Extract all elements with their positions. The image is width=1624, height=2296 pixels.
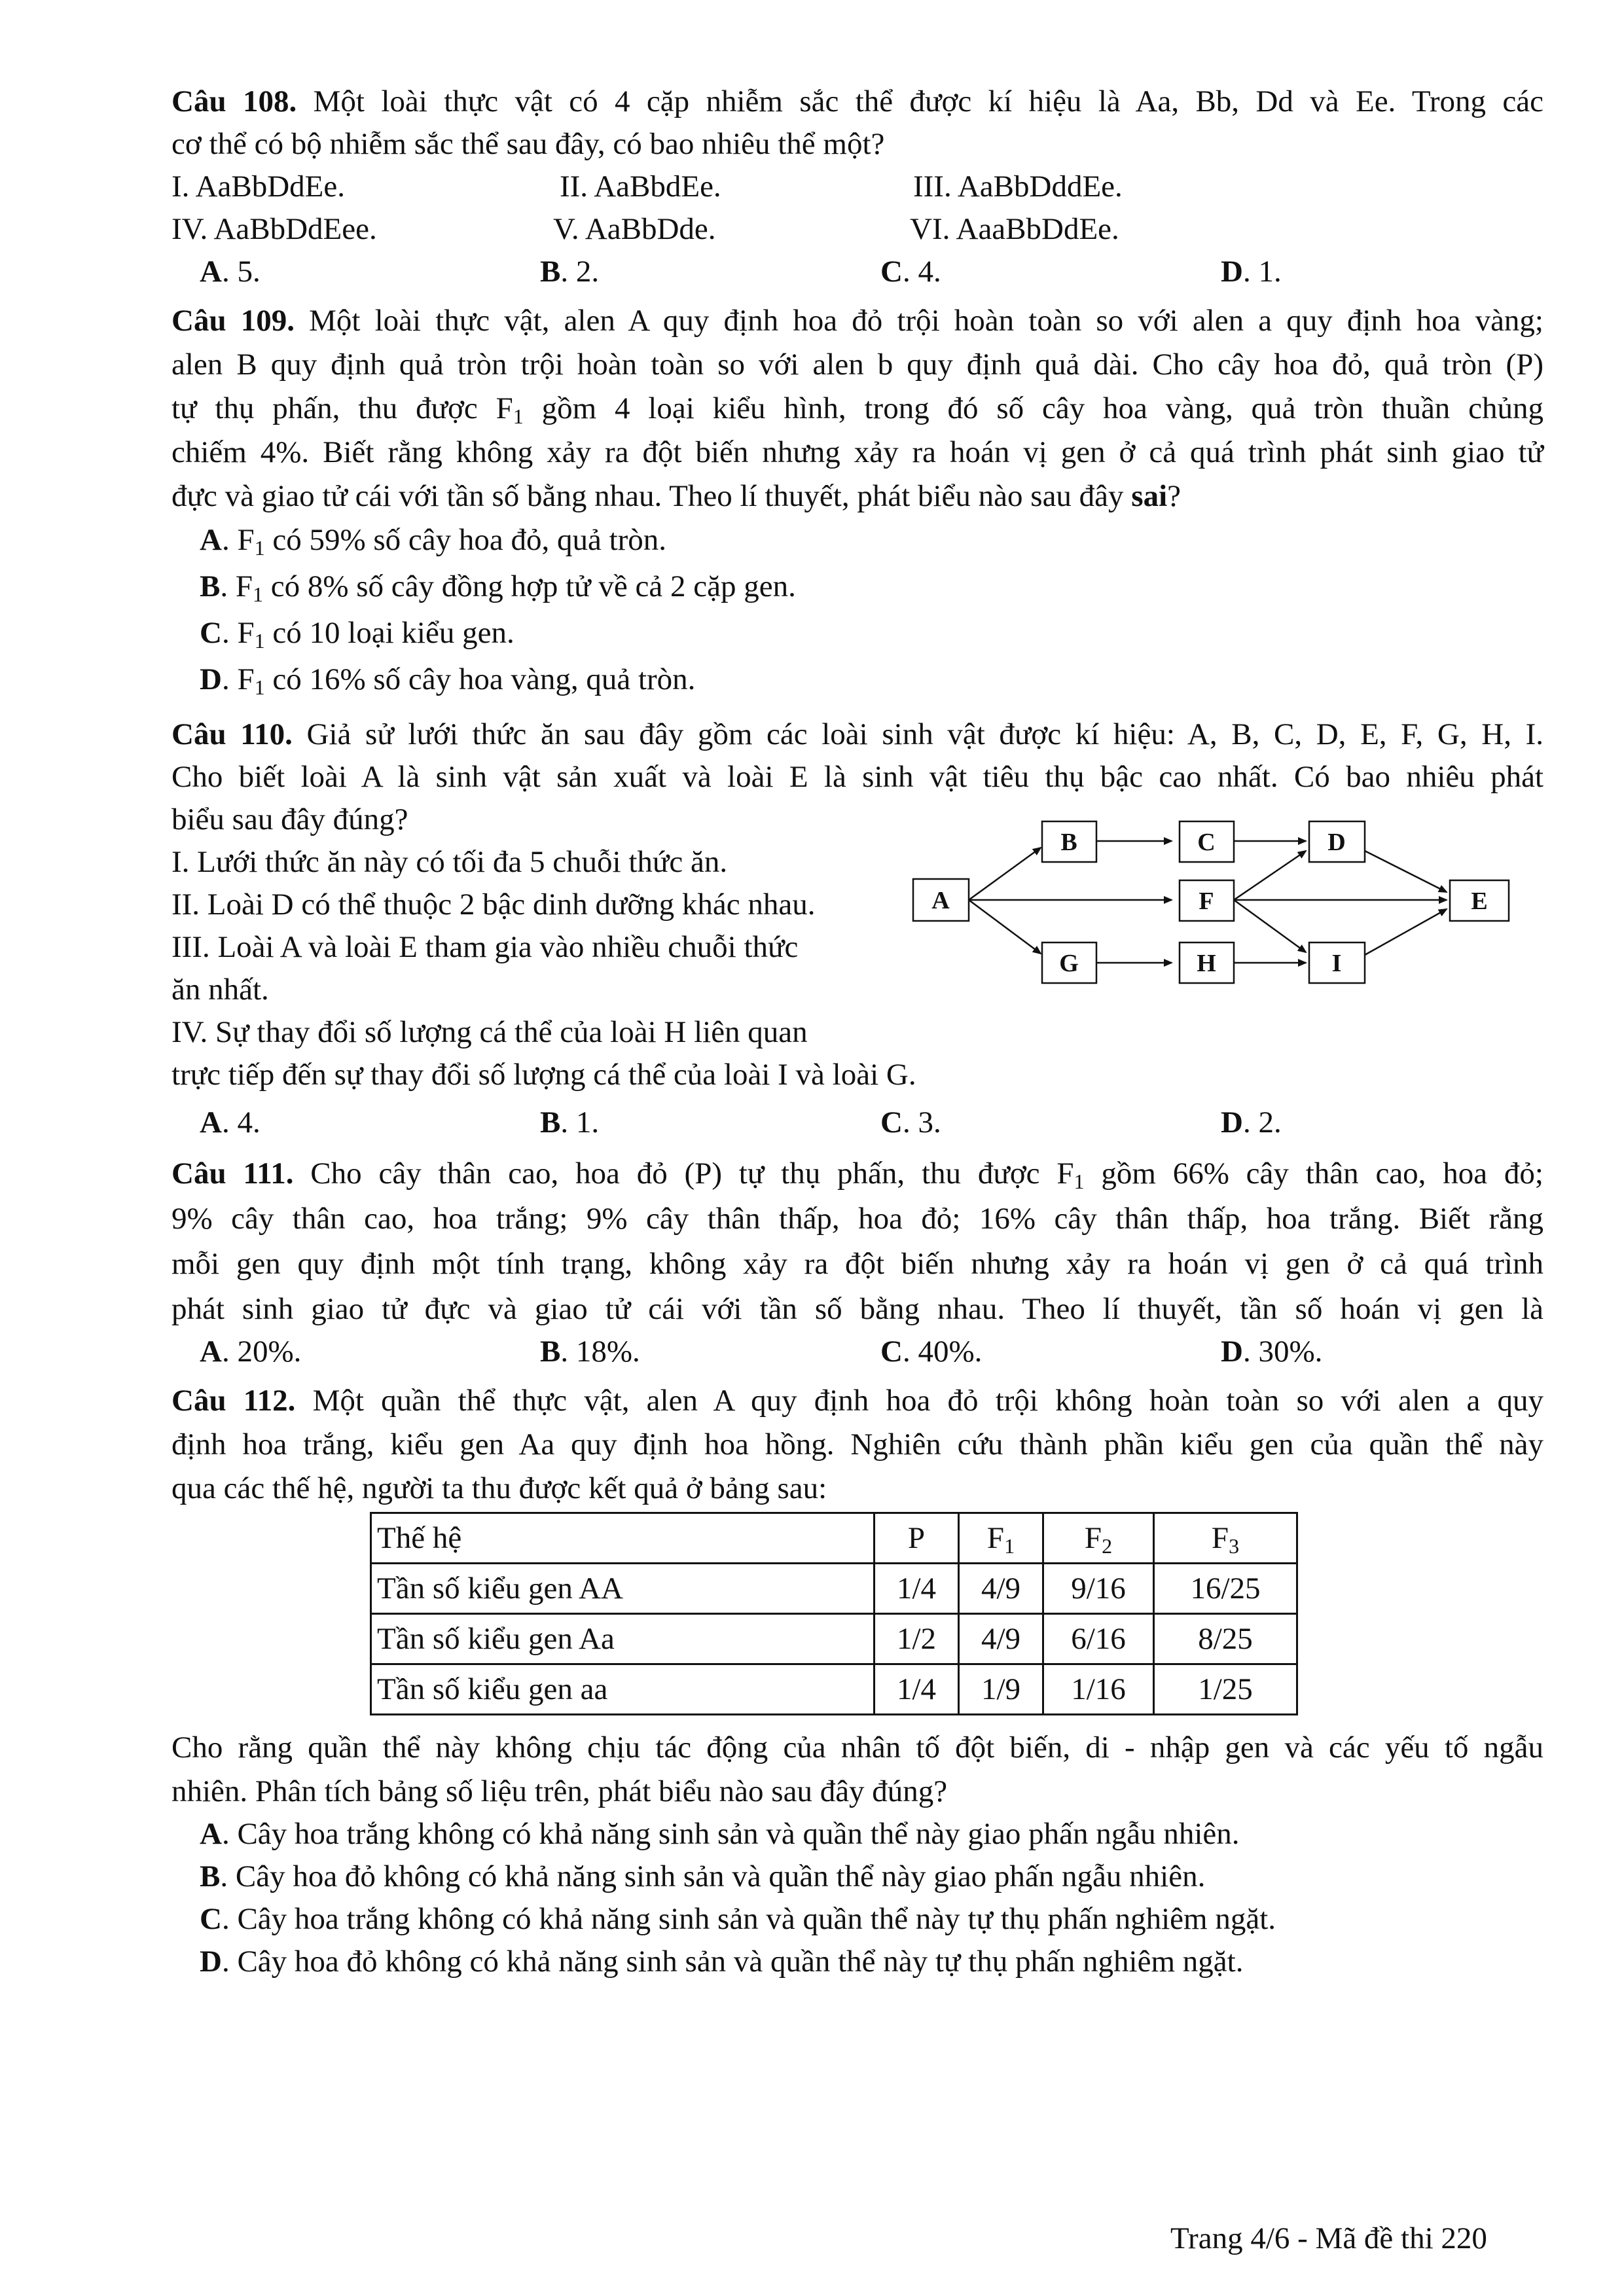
q108-item-5: V. AaBbDde. bbox=[553, 212, 716, 246]
option-letter: D bbox=[1221, 1105, 1243, 1139]
page-footer: Trang 4/6 - Mã đề thi 220 bbox=[1170, 2221, 1487, 2255]
table-cell: 1/25 bbox=[1154, 1664, 1297, 1715]
option-text: . 20%. bbox=[221, 1335, 302, 1369]
q108-line-2: cơ thể có bộ nhiễm sắc thể sau đây, có bao nhiêu thể một? bbox=[171, 127, 885, 161]
q109-line-4: chiếm 4%. Biết rằng không xảy ra đột biến nhưng xảy ra hoán vị gen ở cả quá trình phát sinh giao tử bbox=[171, 435, 1543, 469]
q111-line-3: mỗi gen quy định một tính trạng, không xảy ra đột biến nhưng xảy ra hoán vị gen ở cả quá trình bbox=[171, 1247, 1543, 1281]
option-letter: C bbox=[200, 616, 222, 650]
header-cell: Thế hệ bbox=[371, 1513, 875, 1564]
q112-line-1 bbox=[171, 1381, 1543, 1420]
q110-text-1: Giả sử lưới thức ăn sau đây gồm các loài sinh vật được kí hiệu: A, B, C, D, E, F, G, H, I. bbox=[306, 717, 1543, 751]
option-prefix: . F bbox=[220, 569, 253, 603]
q108-item-4: IV. AaBbDdEee. bbox=[171, 212, 377, 246]
table-cell: 6/16 bbox=[1043, 1614, 1154, 1664]
subscript: 1 bbox=[254, 536, 265, 560]
q111-option-c[interactable] bbox=[880, 1332, 982, 1371]
header-cell: P bbox=[875, 1513, 959, 1564]
subscript: 1 bbox=[254, 629, 265, 653]
table-row bbox=[371, 1664, 1297, 1715]
option-letter: B bbox=[540, 1335, 561, 1369]
q111-line-1 bbox=[171, 1154, 1543, 1193]
table-cell: 4/9 bbox=[959, 1564, 1043, 1614]
option-text: . 2. bbox=[1242, 1105, 1282, 1139]
option-text: . 2. bbox=[560, 255, 600, 289]
option-letter: C bbox=[880, 1105, 903, 1139]
header-cell bbox=[1154, 1513, 1297, 1564]
option-letter: D bbox=[200, 662, 222, 696]
q110-label: Câu 110. bbox=[171, 717, 293, 751]
option-letter: A bbox=[200, 1335, 222, 1369]
q110-line-1 bbox=[171, 715, 1543, 754]
subscript: 2 bbox=[1102, 1534, 1113, 1558]
q108-item-6: VI. AaaBbDdEe. bbox=[910, 212, 1119, 246]
food-web-diagram bbox=[903, 795, 1519, 1024]
q110-line-3: biểu sau đây đúng? bbox=[171, 802, 408, 836]
table-row bbox=[371, 1564, 1297, 1614]
header-text: F bbox=[1211, 1521, 1229, 1555]
node-label-d: D bbox=[1327, 829, 1346, 856]
q112-option-d[interactable] bbox=[200, 1942, 1243, 1981]
option-text: . Cây hoa trắng không có khả năng sinh sản và quần thể này tự thụ phấn nghiêm ngặt. bbox=[221, 1902, 1276, 1936]
row-label: Tần số kiểu gen aa bbox=[371, 1664, 875, 1715]
q108-option-c[interactable] bbox=[880, 252, 941, 291]
q112-option-c[interactable] bbox=[200, 1899, 1276, 1939]
table-cell: 8/25 bbox=[1154, 1614, 1297, 1664]
q109-label: Câu 109. bbox=[171, 304, 295, 338]
option-text: có 59% số cây hoa đỏ, quả tròn. bbox=[264, 523, 667, 557]
table-cell: 9/16 bbox=[1043, 1564, 1154, 1614]
option-letter: D bbox=[1221, 1335, 1243, 1369]
q108-label: Câu 108. bbox=[171, 84, 297, 118]
q110-statement-3-cont: ăn nhất. bbox=[171, 973, 269, 1007]
table-cell: 4/9 bbox=[959, 1614, 1043, 1664]
q109-option-d[interactable] bbox=[200, 660, 695, 699]
option-letter: C bbox=[200, 1902, 222, 1936]
q108-option-b[interactable] bbox=[540, 252, 599, 291]
q108-line-1 bbox=[171, 82, 1543, 121]
q110-statement-1: I. Lưới thức ăn này có tối đa 5 chuỗi thức ăn. bbox=[171, 845, 728, 879]
q110-statement-3: III. Loài A và loài E tham gia vào nhiều chuỗi thức bbox=[171, 930, 799, 964]
q111-option-d[interactable] bbox=[1221, 1332, 1322, 1371]
option-letter: D bbox=[1221, 255, 1243, 289]
q112-label: Câu 112. bbox=[171, 1384, 296, 1418]
subscript: 1 bbox=[1004, 1534, 1015, 1558]
option-text: có 16% số cây hoa vàng, quả tròn. bbox=[264, 662, 696, 696]
node-label-a: A bbox=[931, 887, 950, 914]
option-text: . 30%. bbox=[1242, 1335, 1323, 1369]
q108-item-1: I. AaBbDdEe. bbox=[171, 170, 345, 204]
table-cell: 1/2 bbox=[875, 1614, 959, 1664]
option-text: . 18%. bbox=[560, 1335, 640, 1369]
table-cell: 16/25 bbox=[1154, 1564, 1297, 1614]
q111-option-b[interactable] bbox=[540, 1332, 640, 1371]
table-cell: 1/9 bbox=[959, 1664, 1043, 1715]
option-letter: B bbox=[540, 1105, 561, 1139]
node-label-e: E bbox=[1471, 888, 1488, 915]
edge-f-i bbox=[1234, 900, 1306, 952]
q109-line-1 bbox=[171, 301, 1543, 340]
q111-line-4: phát sinh giao tử đực và giao tử cái với tần số bằng nhau. Theo lí thuyết, tần số hoán vị gen là bbox=[171, 1292, 1543, 1326]
subscript: 1 bbox=[513, 404, 524, 428]
subscript: 1 bbox=[253, 583, 263, 606]
option-letter: A bbox=[200, 1817, 222, 1851]
node-label-b: B bbox=[1060, 829, 1077, 856]
edge-f-d bbox=[1234, 851, 1306, 900]
table-row bbox=[371, 1614, 1297, 1664]
option-text: . 3. bbox=[902, 1105, 941, 1139]
q112-line-3: qua các thế hệ, người ta thu được kết quả ở bảng sau: bbox=[171, 1471, 827, 1505]
q112-line-2: định hoa trắng, kiểu gen Aa quy định hoa hồng. Nghiên cứu thành phần kiểu gen của quần thể này bbox=[171, 1427, 1543, 1462]
option-prefix: . F bbox=[221, 662, 255, 696]
option-text: . 40%. bbox=[902, 1335, 983, 1369]
q109-option-a[interactable] bbox=[200, 520, 666, 560]
option-letter: C bbox=[880, 1335, 903, 1369]
option-letter: A bbox=[200, 1105, 222, 1139]
header-cell bbox=[959, 1513, 1043, 1564]
option-prefix: . F bbox=[221, 523, 255, 557]
table-cell: 1/4 bbox=[875, 1564, 959, 1614]
q110-option-b[interactable] bbox=[540, 1103, 599, 1142]
q110-line-2: Cho biết loài A là sinh vật sản xuất và loài E là sinh vật tiêu thụ bậc cao nhất. Có bao nhiêu phát bbox=[171, 760, 1543, 794]
edge-d-e bbox=[1365, 851, 1447, 892]
q111-text-1a: Cho cây thân cao, hoa đỏ (P) tự thụ phấn, thu được F bbox=[310, 1157, 1074, 1191]
q108-option-a[interactable] bbox=[200, 252, 261, 291]
q112-option-a[interactable] bbox=[200, 1814, 1240, 1854]
q110-option-d[interactable] bbox=[1221, 1103, 1282, 1142]
q108-item-3: III. AaBbDddEe. bbox=[913, 170, 1123, 204]
option-text: . Cây hoa trắng không có khả năng sinh sản và quần thể này giao phấn ngẫu nhiên. bbox=[221, 1817, 1240, 1851]
option-text: . 1. bbox=[560, 1105, 600, 1139]
option-text: . 4. bbox=[902, 255, 941, 289]
header-text: F bbox=[1084, 1521, 1102, 1555]
node-label-i: I bbox=[1331, 950, 1342, 977]
option-letter: A bbox=[200, 255, 222, 289]
table-cell: 1/16 bbox=[1043, 1664, 1154, 1715]
q109-text-3a: tự thụ phấn, thu được F bbox=[171, 391, 513, 425]
q109-text-1: Một loài thực vật, alen A quy định hoa đỏ trội hoàn toàn so với alen a quy định hoa vàng; bbox=[309, 304, 1543, 338]
header-text: F bbox=[986, 1521, 1005, 1555]
option-text: . 4. bbox=[221, 1105, 261, 1139]
node-label-h: H bbox=[1197, 950, 1216, 977]
option-text: . Cây hoa đỏ không có khả năng sinh sản và quần thể này giao phấn ngẫu nhiên. bbox=[220, 1859, 1206, 1893]
q110-statement-4: IV. Sự thay đổi số lượng cá thể của loài H liên quan bbox=[171, 1015, 808, 1049]
q108-option-d[interactable] bbox=[1221, 252, 1282, 291]
option-text: . Cây hoa đỏ không có khả năng sinh sản và quần thể này tự thụ phấn nghiêm ngặt. bbox=[221, 1945, 1244, 1979]
q110-statement-4-cont: trực tiếp đến sự thay đổi số lượng cá thể của loài I và loài G. bbox=[171, 1058, 916, 1092]
table-header-row bbox=[371, 1513, 1297, 1564]
q109-emphasis: sai bbox=[1131, 479, 1168, 513]
option-letter: C bbox=[880, 255, 903, 289]
q109-line-3 bbox=[171, 389, 1543, 428]
q110-option-c[interactable] bbox=[880, 1103, 941, 1142]
q109-line-2: alen B quy định quả tròn trội hoàn toàn so với alen b quy định quả dài. Cho cây hoa đỏ, quả tròn (P) bbox=[171, 348, 1543, 382]
option-prefix: . F bbox=[221, 616, 255, 650]
option-letter: A bbox=[200, 523, 222, 557]
option-text: . 1. bbox=[1242, 255, 1282, 289]
q110-option-a[interactable] bbox=[200, 1103, 261, 1142]
row-label: Tần số kiểu gen AA bbox=[371, 1564, 875, 1614]
q109-text-5a: đực và giao tử cái với tần số bằng nhau. Theo lí thuyết, phát biểu nào sau đây bbox=[171, 479, 1132, 513]
option-text: có 8% số cây đồng hợp tử về cả 2 cặp gen. bbox=[263, 569, 796, 603]
q110-statement-2: II. Loài D có thể thuộc 2 bậc dinh dưỡng khác nhau. bbox=[171, 888, 816, 922]
q112-after-1: Cho rằng quần thể này không chịu tác động của nhân tố đột biến, di - nhập gen và các yếu tố ngẫu bbox=[171, 1731, 1543, 1765]
subscript: 1 bbox=[1074, 1170, 1085, 1193]
q108-text-1: Một loài thực vật có 4 cặp nhiễm sắc thể được kí hiệu là Aa, Bb, Dd và Ee. Trong các bbox=[313, 84, 1544, 118]
option-letter: D bbox=[200, 1945, 222, 1979]
q109-text-3b: gồm 4 loại kiểu hình, trong đó số cây hoa vàng, quả tròn thuần chủng bbox=[523, 391, 1544, 425]
option-text: có 10 loại kiểu gen. bbox=[264, 616, 514, 650]
subscript: 1 bbox=[254, 675, 265, 699]
q112-text-1: Một quần thể thực vật, alen A quy định hoa đỏ trội không hoàn toàn so với alen a quy bbox=[312, 1384, 1543, 1418]
header-cell bbox=[1043, 1513, 1154, 1564]
q111-line-2: 9% cây thân cao, hoa trắng; 9% cây thân thấp, hoa đỏ; 16% cây thân thấp, hoa trắng. Biết rằng bbox=[171, 1202, 1543, 1236]
q109-option-b[interactable] bbox=[200, 567, 796, 606]
node-label-c: C bbox=[1197, 829, 1216, 856]
node-label-f: F bbox=[1199, 888, 1214, 915]
table-cell: 1/4 bbox=[875, 1664, 959, 1715]
edge-a-g bbox=[969, 900, 1041, 954]
q112-after-2: nhiên. Phân tích bảng số liệu trên, phát biểu nào sau đây đúng? bbox=[171, 1774, 948, 1808]
option-letter: B bbox=[540, 255, 561, 289]
q108-item-2: II. AaBbdEe. bbox=[560, 170, 721, 204]
option-text: . 5. bbox=[221, 255, 261, 289]
option-letter: B bbox=[200, 1859, 221, 1893]
q111-option-a[interactable] bbox=[200, 1332, 301, 1371]
q109-line-5 bbox=[171, 476, 1543, 516]
q109-option-c[interactable] bbox=[200, 613, 514, 653]
genotype-frequency-table bbox=[370, 1512, 1298, 1715]
q111-text-1b: gồm 66% cây thân cao, hoa đỏ; bbox=[1084, 1157, 1543, 1191]
q112-option-b[interactable] bbox=[200, 1857, 1205, 1896]
row-label: Tần số kiểu gen Aa bbox=[371, 1614, 875, 1664]
edge-i-e bbox=[1365, 909, 1447, 955]
subscript: 3 bbox=[1229, 1534, 1240, 1558]
q111-label: Câu 111. bbox=[171, 1157, 294, 1191]
edge-a-b bbox=[969, 848, 1041, 900]
q109-text-5b: ? bbox=[1167, 479, 1182, 513]
option-letter: B bbox=[200, 569, 221, 603]
node-label-g: G bbox=[1059, 950, 1079, 977]
